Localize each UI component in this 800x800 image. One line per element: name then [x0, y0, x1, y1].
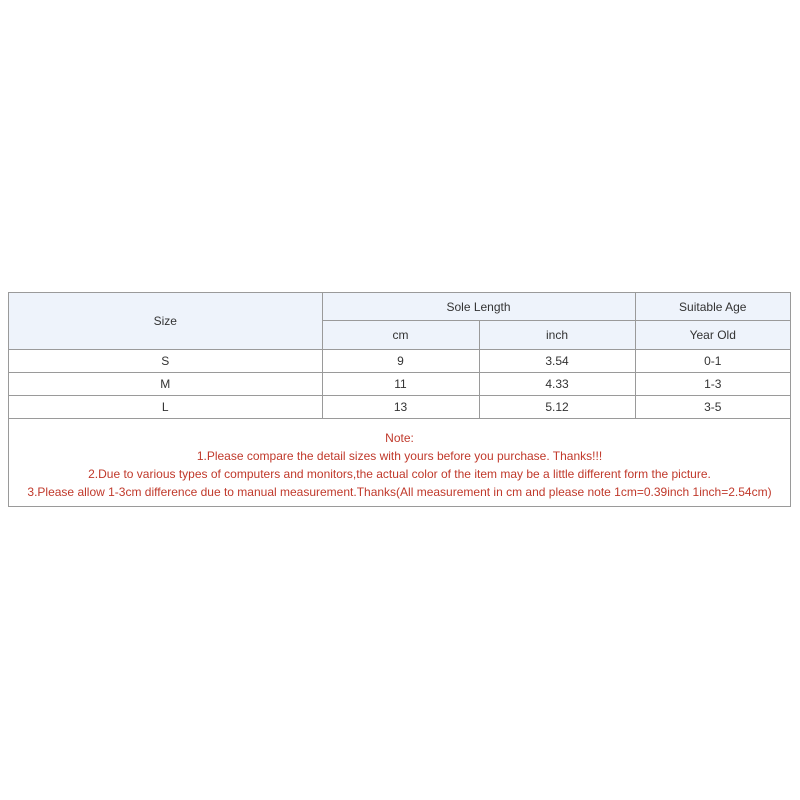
table-row [9, 373, 790, 396]
cell-age: 3-5 [635, 396, 790, 419]
header-sole-length: Sole Length [322, 293, 635, 321]
header-suitable-age: Suitable Age [635, 293, 790, 321]
table-row [9, 396, 790, 419]
note-title: Note: [385, 431, 414, 445]
cell-size: L [9, 396, 322, 419]
table-row [9, 350, 790, 373]
header-year-old: Year Old [635, 321, 790, 350]
size-chart [8, 292, 791, 507]
cell-cm: 9 [322, 350, 479, 373]
cell-size: S [9, 350, 322, 373]
header-size: Size [9, 293, 322, 350]
note-line-3: 3.Please allow 1-3cm difference due to manual measurement.Thanks(All measurement in cm and please note 1cm=0.39inch 1inch=2.54cm) [27, 485, 772, 499]
cell-cm: 11 [322, 373, 479, 396]
cell-age: 0-1 [635, 350, 790, 373]
cell-age: 1-3 [635, 373, 790, 396]
notes-section [9, 420, 790, 506]
note-line-2: 2.Due to various types of computers and monitors,the actual color of the item may be a little different form the picture. [88, 467, 711, 481]
cell-cm: 13 [322, 396, 479, 419]
cell-inch: 3.54 [479, 350, 635, 373]
header-row-1 [9, 293, 790, 321]
size-table [9, 293, 790, 419]
cell-size: M [9, 373, 322, 396]
note-line-1: 1.Please compare the detail sizes with yours before you purchase. Thanks!!! [196, 449, 603, 463]
cell-inch: 4.33 [479, 373, 635, 396]
header-cm: cm [322, 321, 479, 350]
header-inch: inch [479, 321, 635, 350]
cell-inch: 5.12 [479, 396, 635, 419]
